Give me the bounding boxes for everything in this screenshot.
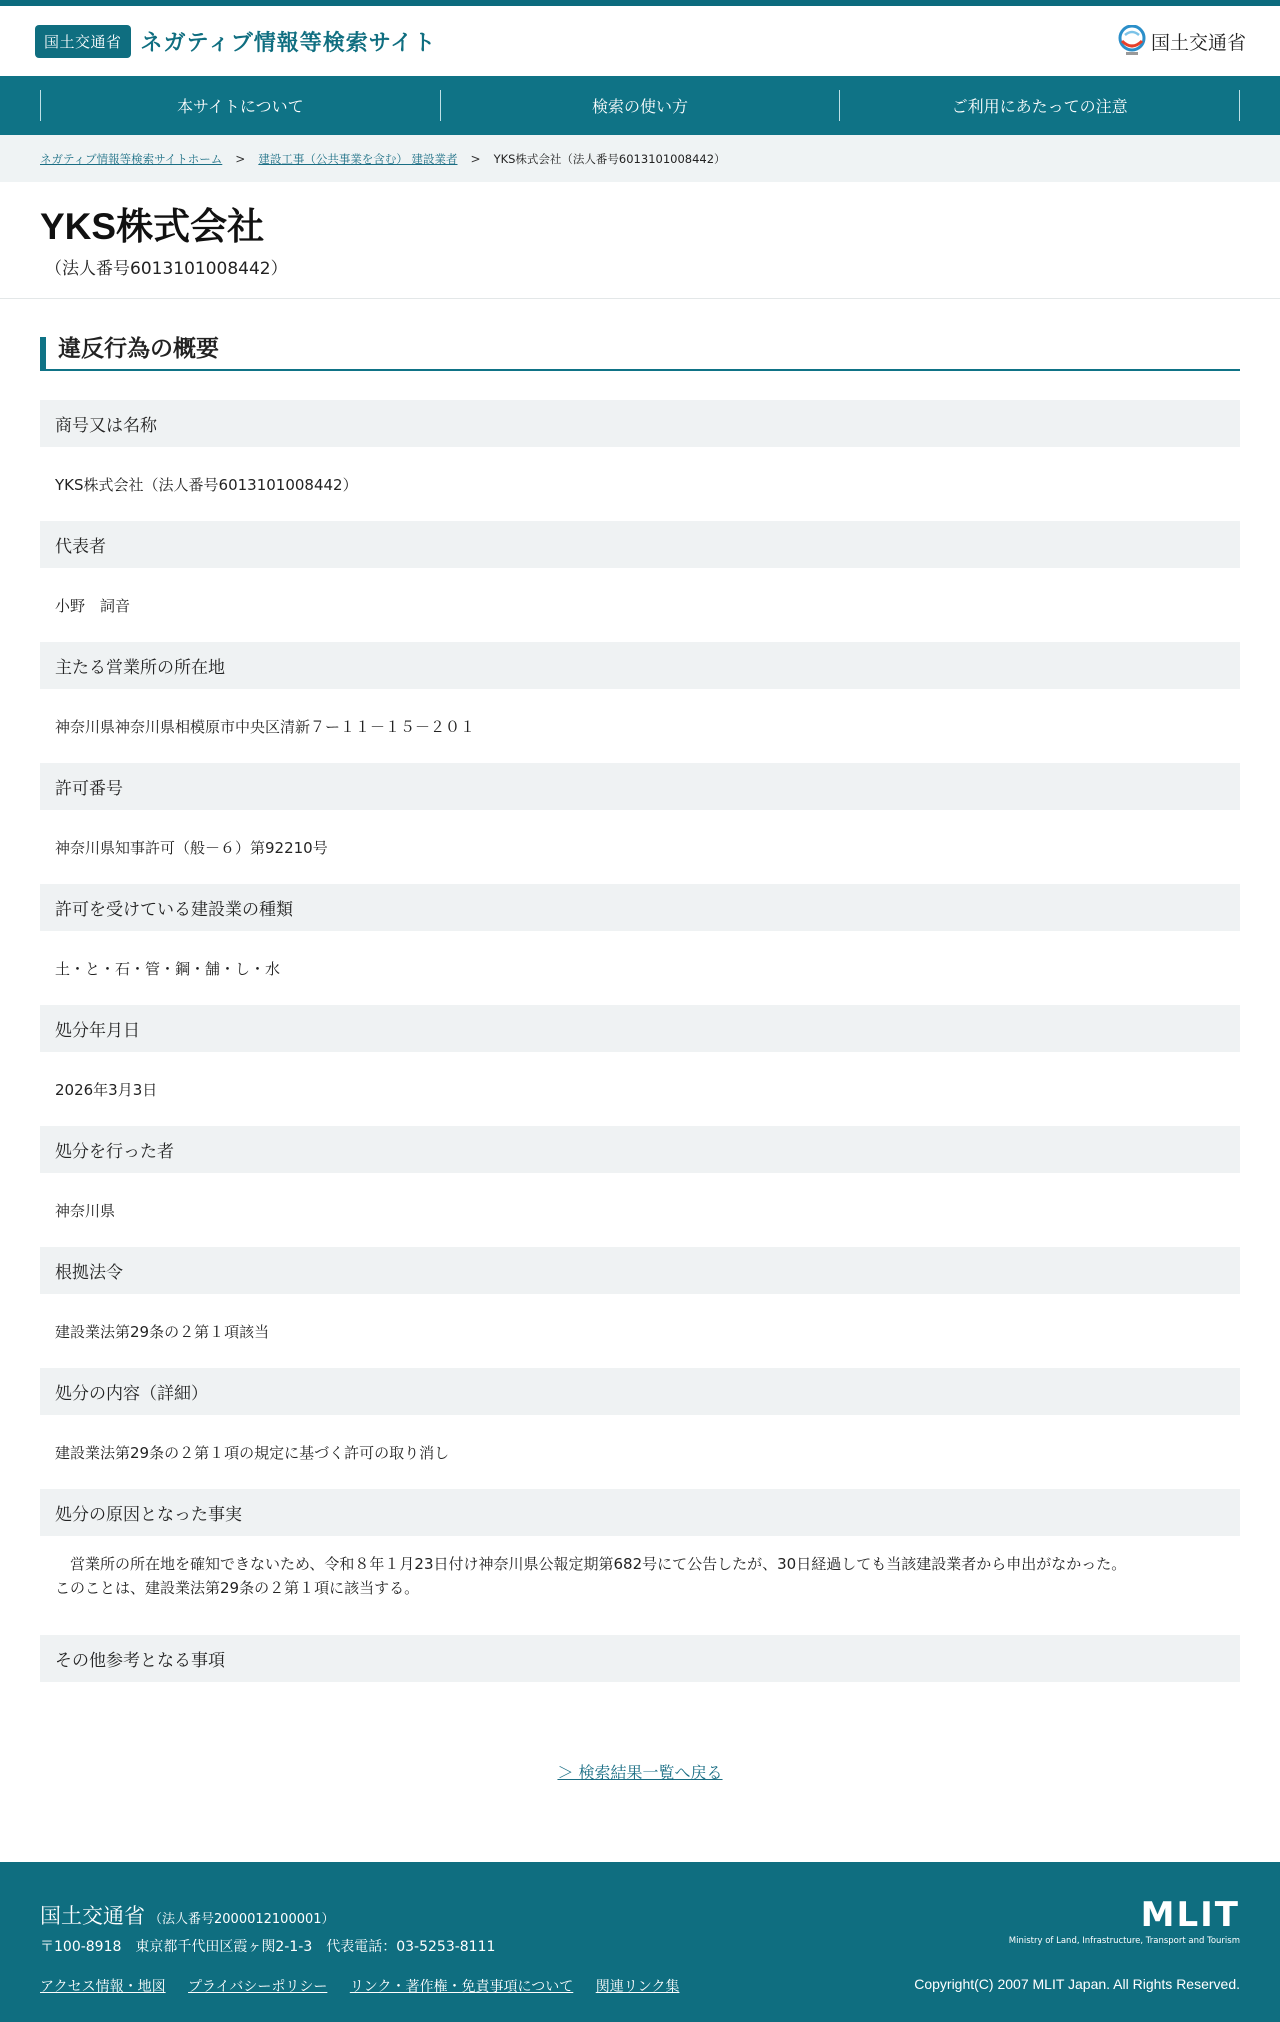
footer-org-name: 国土交通省 <box>40 1904 145 1928</box>
value-legal-basis: 建設業法第29条の２第１項該当 <box>55 1322 270 1341</box>
breadcrumb-separator: > <box>235 151 246 166</box>
label-disposition-detail: 処分の内容（詳細） <box>40 1368 1240 1415</box>
label-trade-name: 商号又は名称 <box>40 400 1240 447</box>
value-representative: 小野 詞音 <box>55 596 131 615</box>
mlit-logo-text: 国土交通省 <box>1150 31 1246 54</box>
label-disposition-date: 処分年月日 <box>40 1005 1240 1052</box>
mlit-logo[interactable] <box>1117 25 1246 57</box>
back-to-results-link[interactable]: ＞ 検索結果一覧へ戻る <box>557 1763 723 1783</box>
label-license-number: 許可番号 <box>40 763 1240 810</box>
footer-address: 〒100-8918 東京都千代田区霞ヶ関2-1-3 代表電話：03-5253-8111 <box>40 1939 496 1955</box>
footer-link-related[interactable]: 関連リンク集 <box>595 1979 680 1995</box>
breadcrumb-current: YKS株式会社（法人番号6013101008442） <box>493 151 726 166</box>
title-block <box>0 182 1280 299</box>
value-trade-name: YKS株式会社（法人番号6013101008442） <box>55 475 358 494</box>
mlit-emblem-icon <box>1117 25 1147 57</box>
label-business-types: 許可を受けている建設業の種類 <box>40 884 1240 931</box>
site-header <box>0 0 1280 76</box>
corporate-number: （法人番号6013101008442） <box>45 258 288 279</box>
footer-corp-number: （法人番号2000012100001） <box>149 1912 335 1927</box>
site-footer <box>0 1862 1280 2022</box>
breadcrumb-home[interactable]: ネガティブ情報等検索サイトホーム <box>40 151 223 166</box>
value-main-office: 神奈川県神奈川県相模原市中央区清新７ー１１－１５－２０１ <box>55 717 476 736</box>
value-disposition-date: 2026年3月3日 <box>55 1080 158 1099</box>
copyright: Copyright(C) 2007 MLIT Japan. All Rights Reserved. <box>914 1976 1240 1992</box>
breadcrumb <box>0 135 1280 182</box>
breadcrumb-category[interactable]: 建設工事（公共事業を含む） 建設業者 <box>258 151 458 166</box>
nav-about[interactable]: 本サイトについて <box>40 90 440 121</box>
footer-link-access[interactable]: アクセス情報・地図 <box>40 1979 166 1995</box>
cause-facts-line-1: 営業所の所在地を確知できないため、令和８年１月23日付け神奈川県公報定期第682号にて公告したが、30日経過しても当該建設業者から申出がなかった。 <box>55 1555 1127 1574</box>
value-disposition-detail: 建設業法第29条の２第１項の規定に基づく許可の取り消し <box>55 1443 450 1462</box>
ministry-badge: 国土交通省 <box>35 25 131 58</box>
section-heading: 違反行為の概要 <box>40 337 1240 371</box>
label-legal-basis: 根拠法令 <box>40 1247 1240 1294</box>
label-disposing-authority: 処分を行った者 <box>40 1126 1240 1173</box>
footer-link-privacy[interactable]: プライバシーポリシー <box>188 1979 328 1995</box>
nav-how-to-search[interactable]: 検索の使い方 <box>440 90 840 121</box>
back-link-container <box>40 1760 1240 1783</box>
violation-details <box>40 400 1240 1682</box>
global-nav <box>0 76 1280 135</box>
site-brand[interactable] <box>35 25 436 58</box>
label-main-office: 主たる営業所の所在地 <box>40 642 1240 689</box>
cause-facts-line-2: このことは、建設業法第29条の２第１項に該当する。 <box>55 1579 420 1598</box>
value-license-number: 神奈川県知事許可（般－６）第92210号 <box>55 838 328 857</box>
main-content <box>0 337 1280 1783</box>
mlit-tagline: Ministry of Land, Infrastructure, Transport and Tourism <box>1008 1936 1240 1946</box>
nav-usage-notes[interactable]: ご利用にあたっての注意 <box>839 90 1240 121</box>
value-disposing-authority: 神奈川県 <box>55 1201 116 1220</box>
page-title: YKS株式会社 <box>40 206 265 247</box>
label-other-notes: その他参考となる事項 <box>40 1635 1240 1682</box>
breadcrumb-separator: > <box>470 151 481 166</box>
footer-link-copyright[interactable]: リンク・著作権・免責事項について <box>349 1979 574 1995</box>
mlit-wordmark: MLIT <box>1140 1895 1240 1935</box>
value-business-types: 土・と・石・管・鋼・舗・し・水 <box>55 959 281 978</box>
footer-right <box>914 1895 1240 1992</box>
label-representative: 代表者 <box>40 521 1240 568</box>
label-cause-facts: 処分の原因となった事実 <box>40 1489 1240 1536</box>
value-cause-facts <box>40 1536 1240 1635</box>
site-title: ネガティブ情報等検索サイト <box>140 30 437 56</box>
